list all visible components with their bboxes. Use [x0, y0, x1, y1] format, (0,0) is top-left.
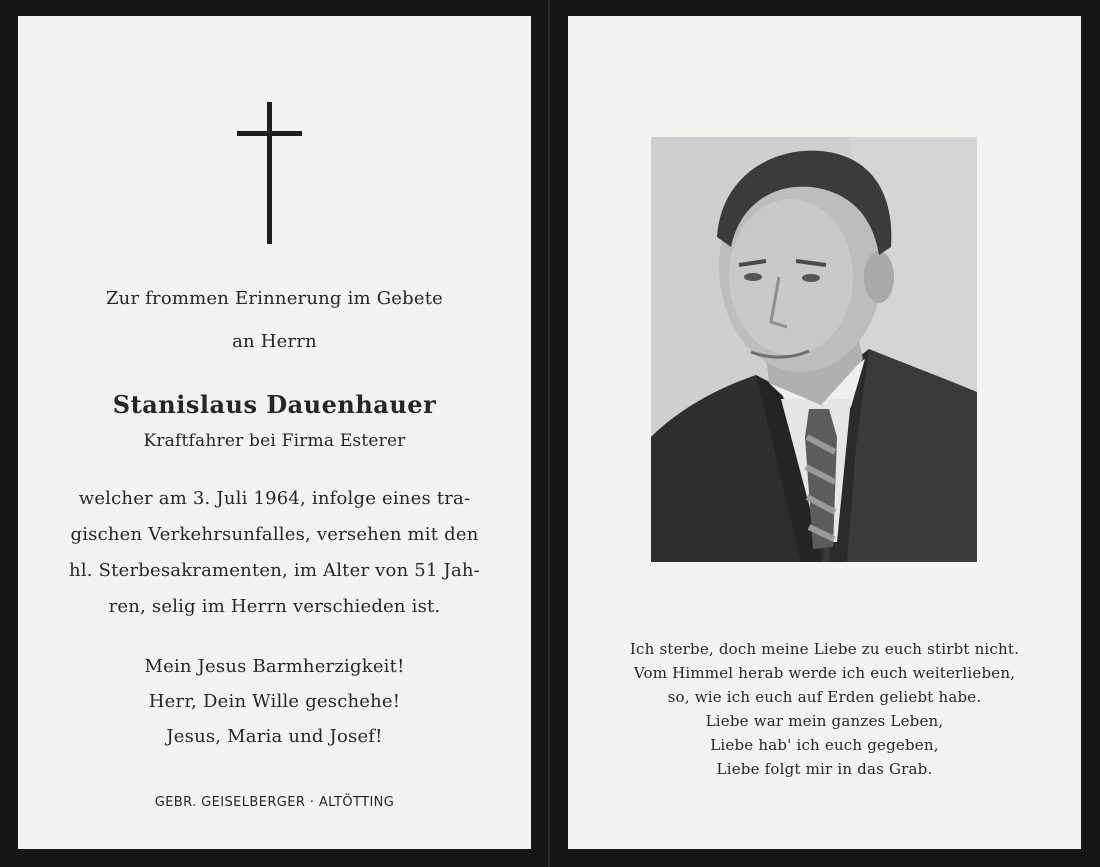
body-line-2: gischen Verkehrsunfalles, versehen mit den — [70, 524, 479, 545]
verse-line-1: Ich sterbe, doch meine Liebe zu euch stirbt nicht. — [629, 640, 1020, 658]
right-card — [568, 16, 1081, 849]
body-line-4: ren, selig im Herrn verschieden ist. — [108, 596, 441, 617]
intro-line-1: Zur frommen Erinnerung im Gebete — [105, 288, 444, 309]
prayer-line-3: Jesus, Maria und Josef! — [166, 726, 383, 747]
occupation: Kraftfahrer bei Firma Esterer — [143, 431, 406, 451]
verse-line-2: Vom Himmel herab werde ich euch weiterlieben, — [633, 664, 1016, 682]
card-fold-line — [548, 0, 550, 867]
verse-line-5: Liebe hab' ich euch gegeben, — [710, 736, 939, 754]
verse-line-3: so, wie ich euch auf Erden geliebt habe. — [667, 688, 982, 706]
portrait-icon — [651, 137, 977, 562]
body-line-3: hl. Sterbesakramenten, im Alter von 51 Jah- — [69, 560, 480, 581]
prayer-line-2: Herr, Dein Wille geschehe! — [148, 691, 401, 712]
body-line-1: welcher am 3. Juli 1964, infolge eines tra- — [78, 488, 471, 509]
cross-icon — [267, 102, 272, 244]
portrait-photo — [651, 137, 977, 562]
verse-line-6: Liebe folgt mir in das Grab. — [716, 760, 933, 778]
cross-icon-bar — [237, 131, 302, 136]
left-card — [18, 16, 531, 849]
deceased-name: Stanislaus Dauenhauer — [112, 390, 437, 419]
intro-line-2: an Herrn — [232, 331, 317, 352]
prayer-line-1: Mein Jesus Barmherzigkeit! — [144, 656, 405, 677]
verse-line-4: Liebe war mein ganzes Leben, — [705, 712, 944, 730]
printer-imprint: GEBR. GEISELBERGER · ALTÖTTING — [154, 795, 395, 810]
